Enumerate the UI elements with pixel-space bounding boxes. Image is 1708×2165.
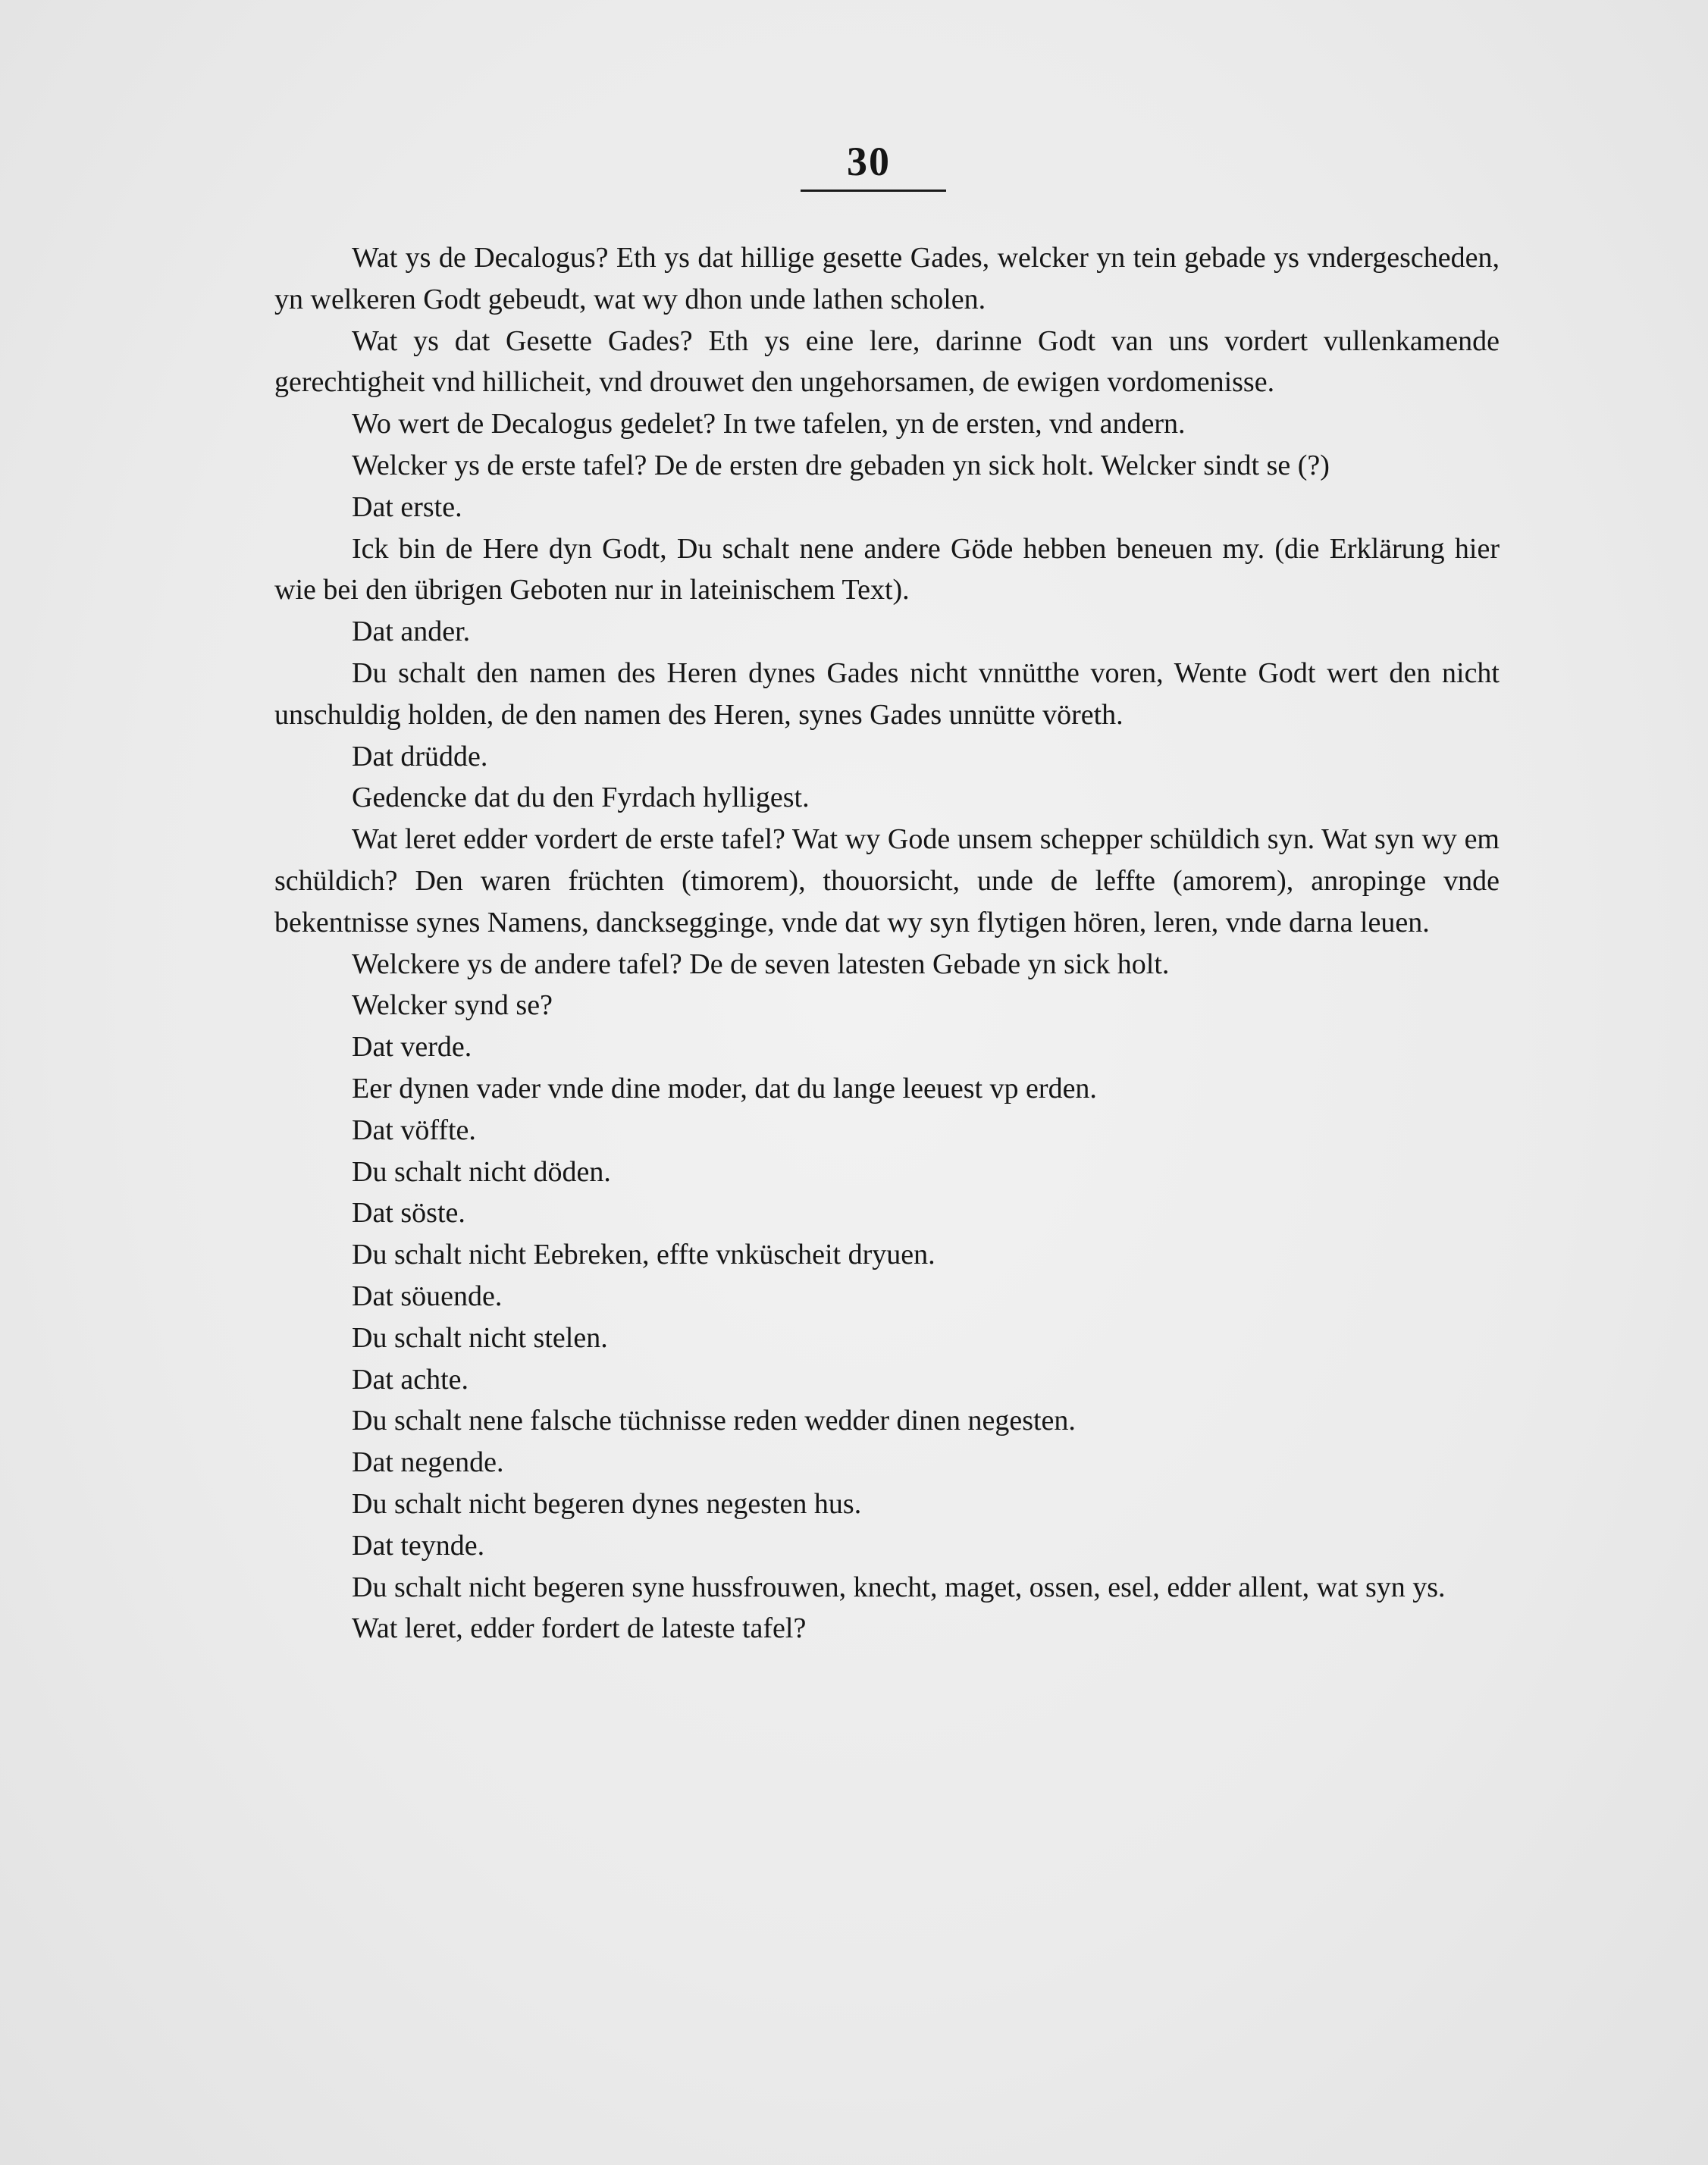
- paragraph-decalogus-question: Wat ys de Decalogus? Eth ys dat hillige gesette Gades, welcker yn tein gebade ys vndergescheden, yn welkeren Godt gebeudt, wat wy dhon unde lathen scholen.: [274, 242, 1500, 315]
- heading-third-commandment: Dat drüdde.: [352, 740, 488, 772]
- paragraph-fifth-commandment: Du schalt nicht döden.: [352, 1155, 611, 1188]
- paragraph-second-table-question: Welckere ys de andere tafel? De de seven latesten Gebade yn sick holt.: [352, 948, 1170, 980]
- heading-fifth-commandment: Dat vöffte.: [352, 1114, 476, 1146]
- paragraph-ninth-commandment: Du schalt nicht begeren dynes negesten hus.: [352, 1487, 862, 1520]
- heading-first-commandment: Dat erste.: [352, 490, 462, 523]
- paragraph-tenth-commandment: Du schalt nicht begeren syne hussfrouwen, knecht, maget, ossen, esel, edder allent, wat syn ys.: [352, 1571, 1446, 1603]
- paragraph-gesette-question: Wat ys dat Gesette Gades? Eth ys eine lere, darinne Godt van uns vordert vullenkamende gerechtigheit vnd hillicheit, vnd drouwet den ungehorsamen, de ewigen vordomenisse.: [274, 324, 1500, 399]
- paragraph-seventh-commandment: Du schalt nicht stelen.: [352, 1321, 608, 1354]
- heading-sixth-commandment: Dat söste.: [352, 1197, 465, 1230]
- paragraph-first-table-teaching: Wat leret edder vordert de erste tafel? Wat wy Gode unsem schepper schüldich syn. Wat syn wy em schüldich? Den waren früchten (timorem), thouorsicht, unde de leffte (amorem), anropinge vnde bekentnisse synes Namens, dancksegginge, vnde dat wy syn flytigen hören, leren, vnde darna leuen.: [274, 823, 1500, 938]
- heading-tenth-commandment: Dat teynde.: [352, 1529, 485, 1562]
- paragraph-first-table-question: Welcker ys de erste tafel? De de ersten dre gebaden yn sick holt. Welcker sindt se (?): [352, 449, 1330, 481]
- page-number-rule: [801, 190, 946, 192]
- heading-ninth-commandment: Dat negende.: [352, 1446, 504, 1479]
- paragraph-eighth-commandment: Du schalt nene falsche tüchnisse reden wedder dinen negesten.: [352, 1405, 1076, 1437]
- paragraph-which-question: Welcker synd se?: [352, 989, 553, 1022]
- body-text: [274, 237, 1500, 1650]
- page-number: 30: [847, 139, 891, 184]
- paragraph-third-commandment: Gedencke dat du den Fyrdach hylligest.: [352, 782, 810, 814]
- heading-eighth-commandment: Dat achte.: [352, 1363, 469, 1396]
- paragraph-sixth-commandment: Du schalt nicht Eebreken, effte vnküscheit dryuen.: [352, 1239, 935, 1271]
- paragraph-second-commandment: Du schalt den namen des Heren dynes Gades nicht vnnütthe voren, Wente Godt wert den nicht unschuldig holden, de den namen des Heren, synes Gades unnütte vöreth.: [274, 656, 1500, 731]
- paragraph-first-commandment: Ick bin de Here dyn Godt, Du schalt nene andere Göde hebben beneuen my. (die Erklärung hier wie bei den übrigen Geboten nur in lateinischem Text).: [274, 532, 1500, 606]
- paragraph-last-table-question: Wat leret, edder fordert de lateste tafel?: [352, 1612, 807, 1645]
- heading-second-commandment: Dat ander.: [352, 616, 471, 648]
- paragraph-division-question: Wo wert de Decalogus gedelet? In twe tafelen, yn de ersten, vnd andern.: [352, 408, 1186, 440]
- heading-fourth-commandment: Dat verde.: [352, 1031, 472, 1064]
- paragraph-fourth-commandment: Eer dynen vader vnde dine moder, dat du lange leeuest vp erden.: [352, 1072, 1097, 1104]
- heading-seventh-commandment: Dat söuende.: [352, 1280, 503, 1312]
